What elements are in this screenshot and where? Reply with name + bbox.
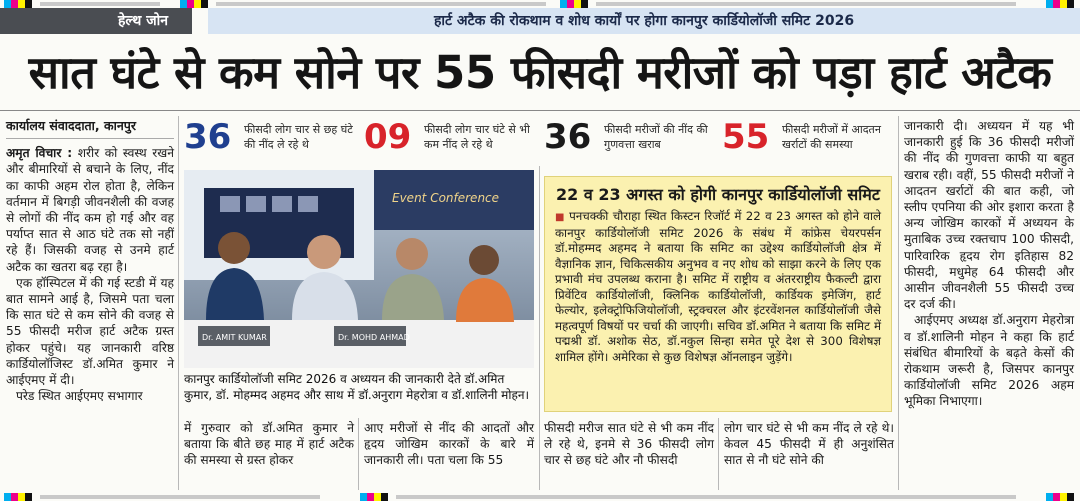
press-conference-photo bbox=[184, 170, 534, 368]
stat-text: फीसदी मरीजों की नींद की गुणवत्ता खराब bbox=[604, 123, 708, 151]
column-divider bbox=[539, 166, 540, 490]
column-6 bbox=[904, 118, 1074, 410]
paragraph-3: परेड स्थित आईएमए सभागार bbox=[16, 389, 143, 404]
dateline: अमृत विचार : bbox=[6, 146, 73, 161]
column-divider bbox=[718, 418, 719, 490]
column-1 bbox=[6, 118, 174, 404]
summit-box-body bbox=[555, 209, 881, 365]
nameplate-mohd-ahmad: Dr. MOHD AHMAD bbox=[338, 333, 410, 342]
byline: कार्यालय संवाददाता, कानपुर bbox=[6, 118, 174, 139]
nameplate-amit-kumar: Dr. AMIT KUMAR bbox=[202, 333, 267, 342]
stat-box-1 bbox=[184, 116, 360, 166]
stat-text: फीसदी लोग चार घंटे से भी कम नींद ले रहे थे bbox=[424, 123, 530, 151]
stat-number: 36 bbox=[184, 117, 232, 157]
lead-paragraph bbox=[6, 145, 174, 275]
lead-text: शरीर को स्वस्थ रखने और बीमारियों से बचाने के लिए, नींद का काफी अहम रोल होता है, लेकिन वर्तमान में बिगड़ी जीवनशैली की वजह से लोगों की नींद कम हो गई और वह पर्याप्त सात से आठ घंटे तक सो नहीं रहे हैं। जिसकी वजह से उनमे हार्ट अटैक का खतरा बढ़ रहा है। bbox=[6, 146, 174, 274]
stat-box-3 bbox=[544, 116, 720, 166]
photo-illustration bbox=[184, 170, 534, 368]
section-header-bar bbox=[0, 8, 1080, 34]
stat-number: 55 bbox=[722, 117, 770, 157]
column-divider bbox=[898, 116, 899, 490]
summit-box-title: 22 व 23 अगस्त को होगी कानपुर कार्डियोलॉजी समिट bbox=[556, 185, 880, 204]
column-4-bottom: फीसदी मरीज सात घंटे से भी कम नींद ले रहे थे, इनमे से 36 फीसदी लोग चार से छह घंटे और नौ फीसदी bbox=[544, 421, 714, 468]
stat-number: 09 bbox=[364, 117, 412, 157]
headline: सात घंटे से कम सोने पर 55 फीसदी मरीजों को पड़ा हार्ट अटैक bbox=[28, 46, 1052, 99]
stat-box-4 bbox=[722, 116, 898, 166]
print-registration-strip-bottom bbox=[0, 493, 1080, 501]
paragraph-2: एक हॉस्पिटल में की गई स्टडी में यह बात सामने आई है, जिसमे पता चला कि सात घंटे से कम सोने की वजह से 55 फीसदी मरीज हार्ट अटैक ग्रस्त होकर पहुंचे। यह जानकारी वरिष्ठ कार्डियोलॉजिस्ट डॉ.अमित कुमार ने आईएमए में दी। bbox=[6, 275, 174, 388]
stat-text: फीसदी मरीजों में आदतन खर्राटों की समस्या bbox=[782, 123, 881, 151]
column-5-bottom: लोग चार घंटे से भी कम नींद ले रहे थे। केवल 45 फीसदी में ही अनुशंसित सात से नौ घंटे सोने की bbox=[724, 421, 894, 468]
print-registration-strip-top bbox=[0, 0, 1080, 8]
summit-info-box bbox=[544, 176, 892, 412]
column-3-bottom: आए मरीजों से नींद की आदतों और हृदय जोखिम कारकों के बारे में जानकारी ली। पता चला कि 55 bbox=[364, 421, 534, 468]
headline-divider bbox=[0, 110, 1080, 111]
column-2-bottom: में गुरुवार को डॉ.अमित कुमार ने बताया कि बीते छह माह में हार्ट अटैक की समस्या से ग्रस्त होकर bbox=[184, 421, 354, 468]
paragraph-6a: जानकारी दी। अध्ययन में यह भी जानकारी हुई कि 36 फीसदी मरीजों की नींद की गुणवत्ता काफी या बहुत खराब रही। वहीं, 55 फीसदी मरीजों ने आदतन खर्राटों की बात कही, जो स्लीप एपनिया की ओर इशारा करता है अन्य जोखिम कारकों में अध्ययन के मुताबिक उच्च रक्तचाप 100 फीसदी, पारिवारिक हृदय रोग इतिहास 82 फीसदी, मधुमेह 64 फीसदी और आसीन जीवनशैली 55 फीसदी उच्च दर दर्ज की। bbox=[904, 119, 1074, 312]
top-banner: हार्ट अटैक की रोकथाम व शोध कार्यों पर होगा कानपुर कार्डियोलॉजी समिट 2026 bbox=[208, 8, 1080, 34]
paragraph-6b: आईएमए अध्यक्ष डॉ.अनुराग मेहरोत्रा व डॉ.शालिनी मोहन ने कहा कि हार्ट संबंधित बीमारियों के बढ़ते केसों की रोकथाम जरूरी है, जिसपर कानपुर कार्डियोलॉजी समिट 2026 अहम भूमिका निभाएगा। bbox=[904, 313, 1074, 409]
column-divider bbox=[178, 116, 179, 490]
section-label: हेल्थ जोन bbox=[0, 8, 192, 34]
column-divider bbox=[358, 418, 359, 490]
photo-banner-text: Event Conference bbox=[392, 191, 500, 205]
summit-box-text: पनचक्की चौराहा स्थित किस्टन रिजॉर्ट में 22 व 23 अगस्त को होने वाले कानपुर कार्डियोलॉजी समिट 2026 के संबंध में कांफ्रेस चेयरपर्सन डॉ.मोहम्मद अहमद ने बताया कि समिट का उद्देश्य कार्डियोलॉजी क्षेत्र में वैज्ञानिक ज्ञान, चिकित्सकीय अनुभव व नए शोध को साझा करने के लिए एक प्रभावी मंच उपलब्ध कराना है। समिट में राष्ट्रीय व अंतरराष्ट्रीय फैकल्टी द्वारा प्रिवेंटिव कार्डियोलॉजी, क्लिनिक कार्डियोलॉजी, कार्डियक इमेजिंग, हार्ट फेल्योर, इलेक्ट्रोफिजियोलॉजी, स्ट्रक्चरल और इंटरवेंशनल कार्डियोलॉजी जैसे महत्वपूर्ण विषयों पर चर्चा की जाएगी। सचिव डॉ.अमित ने बताया कि समिट में पद्मश्री डॉ. अशोक सेठ, डॉ.नकुल सिन्हा समेत पूरे देश से 300 विशेषज्ञ शामिल होंगे। अमेरिका से कुछ विशेषज्ञ ऑनलाइन जुड़ेंगे। bbox=[555, 209, 882, 364]
bullet-icon: ■ bbox=[555, 212, 566, 223]
stat-text: फीसदी लोग चार से छह घंटे की नींद ले रहे थे bbox=[244, 123, 353, 151]
photo-caption: कानपुर कार्डियोलॉजी समिट 2026 व अध्ययन की जानकारी देते डॉ.अमित कुमार, डॉ. मोहम्मद अहमद और साथ में डॉ.अनुराग मेहरोत्रा व डॉ.शालिनी मोहन। bbox=[184, 372, 530, 402]
stat-number: 36 bbox=[544, 117, 592, 157]
stat-box-2 bbox=[364, 116, 540, 166]
